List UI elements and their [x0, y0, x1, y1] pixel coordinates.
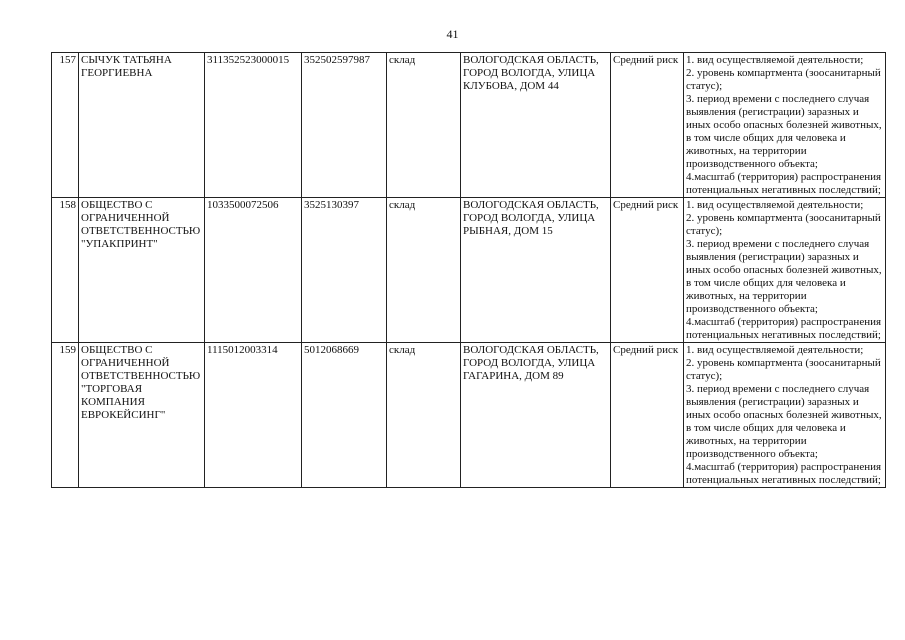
criteria-item: 1. вид осуществляемой деятельности;: [686, 54, 864, 66]
address-cell: ВОЛОГОДСКАЯ ОБЛАСТЬ, ГОРОД ВОЛОГДА, УЛИЦА РЫБНАЯ, ДОМ 15: [461, 198, 611, 343]
criteria-item: 3. период времени с последнего случая выявления (регистрации) заразных и иных особо опасных болезней животных, в том числе общих для человека и животных, на территории производственного объекта;: [686, 93, 882, 170]
registry-table: [51, 52, 886, 488]
ogrn-cell: 311352523000015: [205, 53, 302, 198]
criteria-item: 2. уровень компартмента (зоосанитарный статус);: [686, 357, 881, 382]
criteria-item: 4.масштаб (территория) распространения потенциальных негативных последствий;: [686, 171, 882, 196]
criteria-item: 2. уровень компартмента (зоосанитарный статус);: [686, 212, 881, 237]
risk-category-cell: Средний риск: [611, 343, 684, 488]
ogrn-cell: 1115012003314: [205, 343, 302, 488]
risk-category-cell: Средний риск: [611, 198, 684, 343]
inn-cell: 352502597987: [302, 53, 387, 198]
row-number-cell: 159: [52, 343, 79, 488]
row-number-cell: 158: [52, 198, 79, 343]
table-row: [52, 343, 886, 488]
ogrn-cell: 1033500072506: [205, 198, 302, 343]
entity-name-cell: ОБЩЕСТВО С ОГРАНИЧЕННОЙ ОТВЕТСТВЕННОСТЬЮ "ТОРГОВАЯ КОМПАНИЯ ЕВРОКЕЙСИНГ": [79, 343, 205, 488]
row-number-cell: 157: [52, 53, 79, 198]
criteria-item: 1. вид осуществляемой деятельности;: [686, 199, 864, 211]
inn-cell: 3525130397: [302, 198, 387, 343]
criteria-item: 4.масштаб (территория) распространения потенциальных негативных последствий;: [686, 461, 882, 486]
inn-cell: 5012068669: [302, 343, 387, 488]
registry-rows: [52, 53, 886, 488]
table-row: [52, 53, 886, 198]
object-type-cell: склад: [387, 343, 461, 488]
risk-criteria-cell: [684, 198, 886, 343]
criteria-item: 2. уровень компартмента (зоосанитарный статус);: [686, 67, 881, 92]
criteria-item: 3. период времени с последнего случая выявления (регистрации) заразных и иных особо опасных болезней животных, в том числе общих для человека и животных, на территории производственного объекта;: [686, 383, 882, 460]
address-cell: ВОЛОГОДСКАЯ ОБЛАСТЬ, ГОРОД ВОЛОГДА, УЛИЦА КЛУБОВА, ДОМ 44: [461, 53, 611, 198]
entity-name-cell: СЫЧУК ТАТЬЯНА ГЕОРГИЕВНА: [79, 53, 205, 198]
risk-category-cell: Средний риск: [611, 53, 684, 198]
object-type-cell: склад: [387, 53, 461, 198]
criteria-item: 4.масштаб (территория) распространения потенциальных негативных последствий;: [686, 316, 882, 341]
table-row: [52, 198, 886, 343]
risk-criteria-cell: [684, 53, 886, 198]
criteria-item: 1. вид осуществляемой деятельности;: [686, 344, 864, 356]
address-cell: ВОЛОГОДСКАЯ ОБЛАСТЬ, ГОРОД ВОЛОГДА, УЛИЦА ГАГАРИНА, ДОМ 89: [461, 343, 611, 488]
entity-name-cell: ОБЩЕСТВО С ОГРАНИЧЕННОЙ ОТВЕТСТВЕННОСТЬЮ "УПАКПРИНТ": [79, 198, 205, 343]
page-number: 41: [446, 27, 459, 41]
risk-criteria-cell: [684, 343, 886, 488]
object-type-cell: склад: [387, 198, 461, 343]
criteria-item: 3. период времени с последнего случая выявления (регистрации) заразных и иных особо опасных болезней животных, в том числе общих для человека и животных, на территории производственного объекта;: [686, 238, 882, 315]
